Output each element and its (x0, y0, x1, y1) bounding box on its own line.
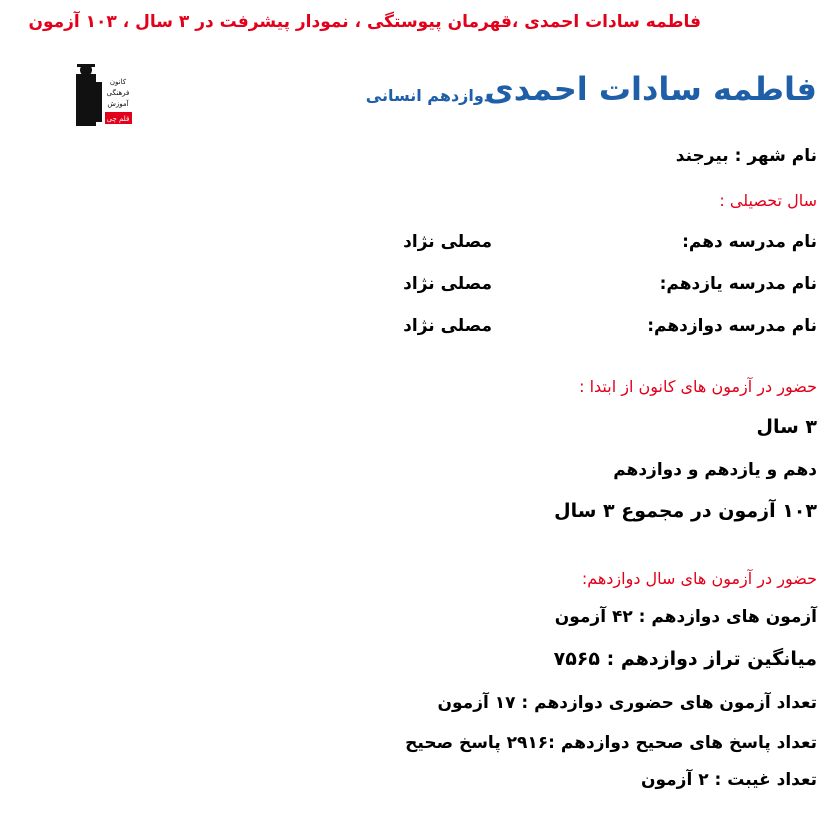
grade12-heading: حضور در آزمون های سال دوازدهم: (581, 569, 817, 588)
grade12-exams: آزمون های دوازدهم : ۴۲ آزمون (554, 607, 817, 627)
student-grade: دوازدهم انسانی (365, 86, 492, 105)
academic-year-heading: سال تحصیلی : (719, 191, 817, 210)
page-header-title: فاطمه سادات احمدی ،قهرمان پیوستگی ، نمودار پیشرفت در ۳ سال ، ۱۰۳ آزمون (28, 12, 701, 32)
logo-line-3: آموزش (107, 100, 129, 108)
grade12-in-person: تعداد آزمون های حضوری دوازدهم : ۱۷ آزمون (437, 693, 817, 713)
school-11-value: مصلی نژاد (403, 274, 492, 294)
logo-line-1: کانون (109, 78, 127, 86)
school-12-label: نام مدرسه دوازدهم: (647, 316, 817, 336)
school-11-label: نام مدرسه یازدهم: (659, 274, 817, 294)
kanoon-logo-icon (74, 62, 134, 130)
attendance-grades: دهم و یازدهم و دوازدهم (613, 460, 817, 480)
logo-line-2: فرهنگی (106, 89, 130, 97)
school-10-label: نام مدرسه دهم: (682, 232, 817, 252)
school-10-value: مصلی نژاد (403, 232, 492, 252)
school-12-value: مصلی نژاد (403, 316, 492, 336)
attendance-total: ۱۰۳ آزمون در مجموع ۳ سال (554, 500, 817, 522)
city-name: نام شهر : بیرجند (675, 146, 817, 166)
grade12-correct: تعداد پاسخ های صحیح دوازدهم :۲۹۱۶ پاسخ صحیح (405, 733, 817, 753)
logo-line-4: قلم چی (106, 115, 130, 123)
attendance-heading: حضور در آزمون های کانون از ابتدا : (579, 377, 817, 396)
grade12-absent: تعداد غیبت : ۲ آزمون (640, 770, 817, 790)
student-name: فاطمه سادات احمدی (484, 70, 817, 108)
attendance-years: ۳ سال (756, 416, 817, 438)
grade12-average: میانگین تراز دوازدهم : ۷۵۶۵ (553, 648, 817, 670)
